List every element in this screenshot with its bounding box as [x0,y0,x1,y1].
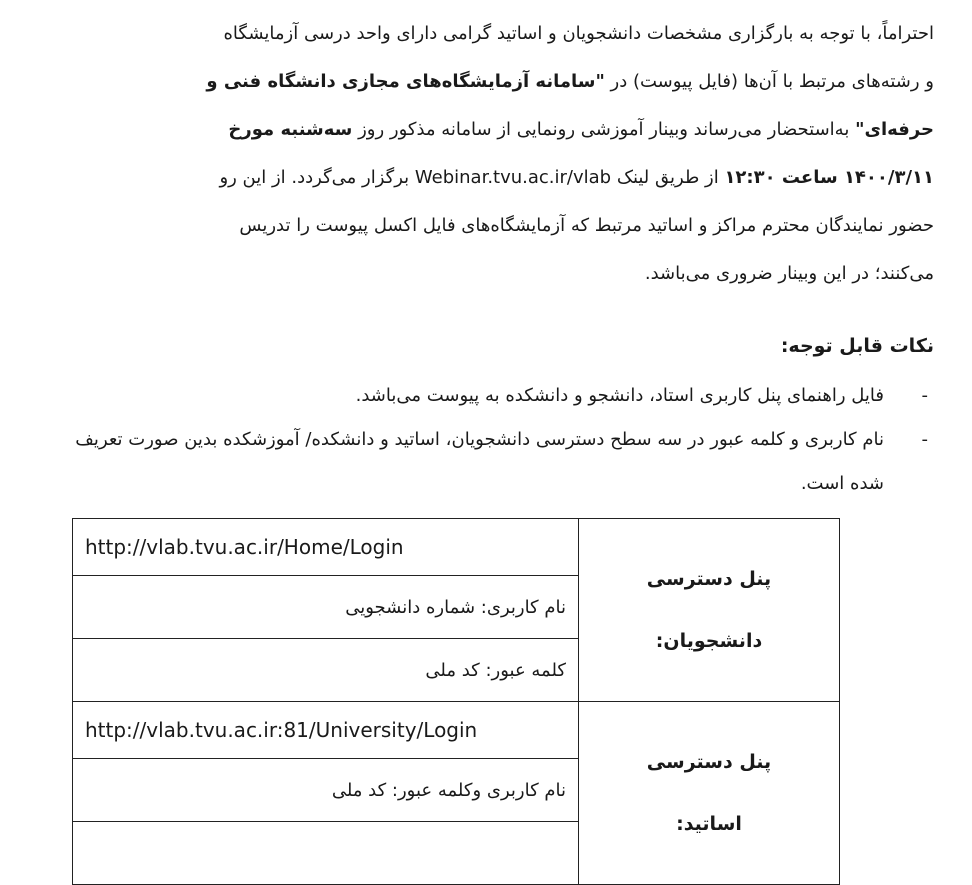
webinar-link[interactable]: Webinar.tvu.ac.ir/vlab [414,167,612,188]
dash-bullet: - [921,385,928,406]
notes-list [54,374,934,506]
system-name-part-2: حرفه‌ای" [855,119,934,140]
students-password-info: کلمه عبور: کد ملی [73,639,579,702]
intro-line-1: احتراماً، با توجه به بارگزاری مشخصات دانشجویان و اساتید گرامی دارای واحد درسی آزمایشگاه [223,23,934,44]
students-panel-label-line-1: پنل دسترسی [646,568,772,590]
dash-bullet: - [921,429,928,450]
students-panel-label-line-2: دانشجویان: [655,630,763,652]
note-text: فایل راهنمای پنل کاربری استاد، دانشجو و دانشکده به پیوست می‌باشد. [355,385,884,406]
empty-cell [73,822,579,885]
intro-line-5: حضور نمایندگان محترم مراکز و اساتید مرتبط که آزمایشگاه‌های فایل اکسل پیوست را تدریس [239,215,934,236]
students-login-url[interactable]: http://vlab.tvu.ac.ir/Home/Login [73,519,579,576]
intro-line-3 [74,106,934,154]
access-panels-table [72,518,840,885]
intro-line-6: می‌کنند؛ در این وبینار ضروری می‌باشد. [644,263,934,284]
intro-paragraph [74,10,934,298]
webinar-day: سه‌شنبه مورخ [228,119,353,140]
notes-heading: نکات قابل توجه: [780,335,934,357]
list-item [54,418,934,506]
table-row [73,519,840,576]
intro-line-2 [74,58,934,106]
professors-panel-label [579,702,840,885]
students-panel-label [579,519,840,702]
table-row [73,702,840,759]
system-name-part-1: "سامانه آزمایشگاه‌های مجازی دانشگاه فنی و [206,71,605,92]
professors-credentials-info: نام کاربری وکلمه عبور: کد ملی [73,759,579,822]
professors-panel-label-line-1: پنل دسترسی [646,751,772,773]
students-username-info: نام کاربری: شماره دانشجویی [73,576,579,639]
intro-line-3-text: به‌استحضار می‌رساند وبینار آموزشی رونمایی از سامانه مذکور روز [352,119,856,140]
professors-login-url[interactable]: http://vlab.tvu.ac.ir:81/University/Login [73,702,579,759]
intro-line-4-end: برگزار می‌گردد. از این رو [219,167,415,188]
intro-line-2-text: و رشته‌های مرتبط با آن‌ها (فایل پیوست) در [604,71,934,92]
intro-line-4 [74,154,934,202]
professors-panel-label-line-2: اساتید: [676,813,742,835]
note-text: نام کاربری و کلمه عبور در سه سطح دسترسی دانشجویان، اساتید و دانشکده/ آموزشکده بدین صورت تعریف شده است. [75,429,884,494]
intro-line-4-text: از طریق لینک [611,167,725,188]
list-item [54,374,934,418]
webinar-date-time: ۱۴۰۰/۳/۱۱ ساعت ۱۲:۳۰ [724,167,934,188]
